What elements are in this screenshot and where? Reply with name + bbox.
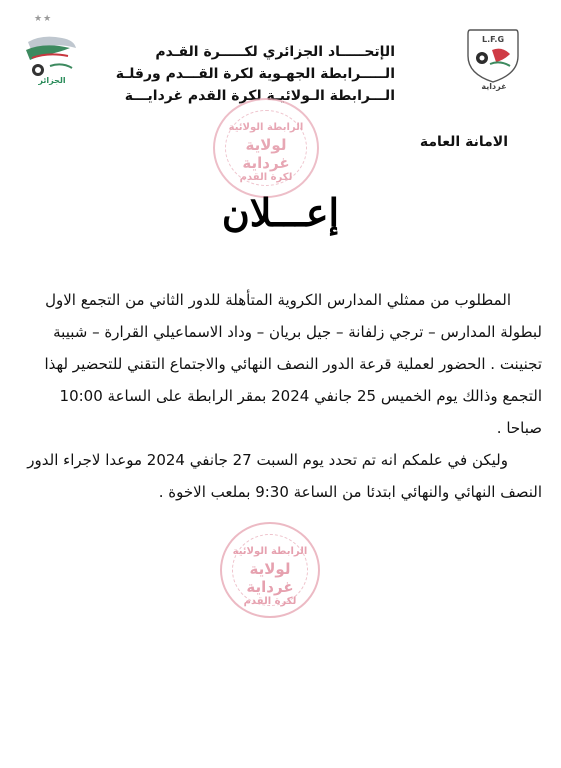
official-stamp-bottom	[220, 522, 320, 618]
body-line: لبطولة المدارس – ترجي زلفانة – جيل بريان – وداد الاسماعيلي القرارة – شبيبة	[53, 323, 542, 341]
body-line: التجمع وذالك يوم الخميس 25 جانفي 2024 بمقر الرابطة على الساعة 10:00	[59, 387, 542, 405]
body-line: صباحا .	[496, 419, 542, 437]
stars-icon: ★★	[34, 14, 53, 24]
header-regional-league: الـــــرابطة الجهـوية لكرة القـــدم ورقلـة	[115, 66, 395, 82]
federation-emblem-icon	[22, 32, 80, 80]
stamp-line: الرابطة الولائية	[228, 122, 304, 133]
stamp-line: لولاية	[249, 560, 291, 578]
stamp-line: غرداية	[246, 578, 294, 596]
department-label: الامانة العامة	[419, 134, 508, 150]
stamp-line: لكرة القدم	[239, 172, 293, 183]
stamp-line: لولاية	[245, 136, 287, 154]
league-letters: L.F.G	[481, 35, 505, 44]
federation-caption: الجزائر	[38, 76, 66, 85]
stamp-line: الرابطة الولائية	[232, 546, 308, 557]
body-line: النصف النهائي والنهائي ابتدئا من الساعة 9:30 بملعب الاخوة .	[158, 483, 542, 501]
body-line: تجنينت . الحضور لعملية قرعة الدور النصف النهائي والاجتماع التقني للتحضير لهذا	[44, 355, 542, 373]
header-federation: الإتحـــــاد الجزائري لكـــــرة القـدم	[155, 44, 395, 60]
official-stamp-top	[213, 98, 319, 198]
federation-logo	[14, 14, 84, 84]
body-line: المطلوب من ممثلي المدارس الكروية المتأهلة للدور الثاني من التجمع الاول	[45, 291, 511, 309]
league-caption: غرداية	[481, 82, 507, 91]
page-title: إعـــلان	[221, 190, 340, 235]
header-wilaya-league: الـــرابطة الـولائيـة لكرة القدم غردايـــة	[124, 88, 395, 104]
league-logo	[462, 26, 524, 92]
body-line: وليكن في علمكم انه تم تحدد يوم السبت 27 جانفي 2024 موعدا لاجراء الدور	[27, 451, 508, 469]
league-shield-icon	[462, 26, 524, 84]
stamp-line: لكرة القدم	[243, 596, 297, 607]
stamp-line: غرداية	[242, 154, 290, 172]
